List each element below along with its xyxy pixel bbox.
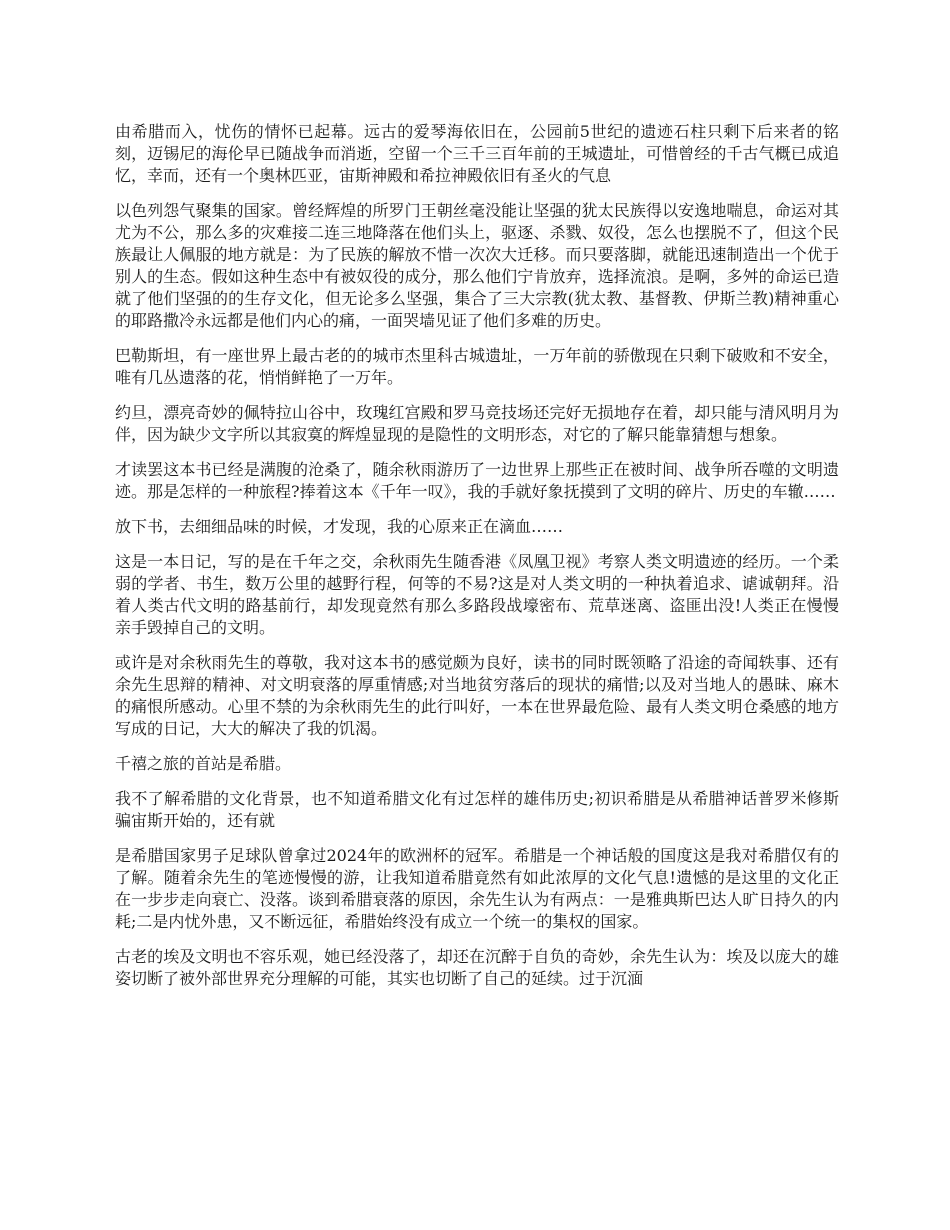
paragraph-palestine: 巴勒斯坦，有一座世界上最古老的的城市杰里科古城遗址，一万年前的骄傲现在只剩下破败和不安全，唯有几丛遗落的花，悄悄鲜艳了一万年。 (115, 346, 839, 387)
paragraph-first-stop: 千禧之旅的首站是希腊。 (115, 754, 292, 773)
paragraph-egypt: 古老的埃及文明也不容乐观，她已经没落了，却还在沉醉于自负的奇妙，余先生认为：埃及以庞大的雄姿切断了被外部世界充分理解的可能，其实也切断了自己的延续。过于沉湎 (115, 947, 839, 988)
paragraph-diary: 这是一本日记，写的是在千年之交，余秋雨先生随香港《凤凰卫视》考察人类文明遗迹的经历。一个柔弱的学者、书生，数万公里的越野行程，何等的不易?这是对人类文明的一种执着追求、谑诚朝拜。沿着人类古代文明的路基前行，却发现竟然有那么多路段战壕密布、荒草迷离、盗匪出没!人类正在慢慢亲手毁掉自己的文明。 (115, 552, 839, 637)
paragraph-greek-football: 是希腊国家男子足球队曾拿过2024年的欧洲杯的冠军。希腊是一个神话般的国度这是我对希腊仅有的了解。随着余先生的笔迹慢慢的游，让我知道希腊竟然有如此浓厚的文化气息!遗憾的是这里的文化正在一步步走向衰亡、没落。谈到希腊衰落的原因，余先生认为有两点：一是雅典斯巴达人旷日持久的内耗;二是内忧外患，又不断远征，希腊始终没有成立一个统一的集权的国家。 (115, 846, 839, 931)
paragraph-jordan: 约旦，漂亮奇妙的佩特拉山谷中，玫瑰红宫殿和罗马竞技场还完好无损地存在着，却只能与清风明月为伴，因为缺少文字所以其寂寞的辉煌显现的是隐性的文明形态，对它的了解只能靠猜想与想象。 (115, 403, 839, 444)
paragraph-respect: 或许是对余秋雨先生的尊敬，我对这本书的感觉颇为良好，读书的同时既领略了沿途的奇闻轶事、还有余先生思辩的精神、对文明衰落的厚重情感;对当地贫穷落后的现状的痛惜;以及对当地人的愚昧、麻木的痛恨所感动。心里不禁的为余秋雨先生的此行叫好，一本在世界最危险、最有人类文明仓桑感的地方写成的日记，大大的解决了我的饥渴。 (115, 653, 839, 738)
paragraph-after-reading: 才读罢这本书已经是满腹的沧桑了，随余秋雨游历了一边世界上那些正在被时间、战争所吞噬的文明遗迹。那是怎样的一种旅程?捧着这本《千年一叹》，我的手就好象抚摸到了文明的碎片、历史的车辙…… (115, 460, 839, 501)
paragraph-greece-intro: 由希腊而入，忧伤的情怀已起幕。远古的爱琴海依旧在，公园前5世纪的遗迹石柱只剩下后来者的铭刻，迈锡尼的海伦早已随战争而消逝，空留一个三千三百年前的王城遗址，可惜曾经的千古气概已成追忆，幸而，还有一个奥林匹亚，宙斯神殿和希拉神殿依旧有圣火的气息 (115, 122, 839, 185)
document-body (115, 121, 839, 1230)
paragraph-put-down-book: 放下书，去细细品味的时候，才发现，我的心原来正在滴血…… (115, 517, 564, 536)
paragraph-greek-background: 我不了解希腊的文化背景，也不知道希腊文化有过怎样的雄伟历史;初识希腊是从希腊神话普罗米修斯骗宙斯开始的，还有就 (115, 789, 839, 830)
paragraph-israel: 以色列怨气聚集的国家。曾经辉煌的所罗门王朝丝毫没能让坚强的犹太民族得以安逸地喘息，命运对其尤为不公，那么多的灾难接二连三地降落在他们头上，驱逐、杀戮、奴役，怎么也摆脱不了，但这个民族最让人佩服的地方就是：为了民族的解放不惜一次次大迁移。而只要落脚，就能迅速制造出一个优于别人的生态。假如这种生态中有被奴役的成分，那么他们宁肯放弃，选择流浪。是啊，多舛的命运已造就了他们坚强的的生存文化，但无论多么坚强，集合了三大宗教(犹太教、基督教、伊斯兰教)精神重心的耶路撒冷永远都是他们内心的痛，一面哭墙见证了他们多难的历史。 (115, 201, 839, 330)
